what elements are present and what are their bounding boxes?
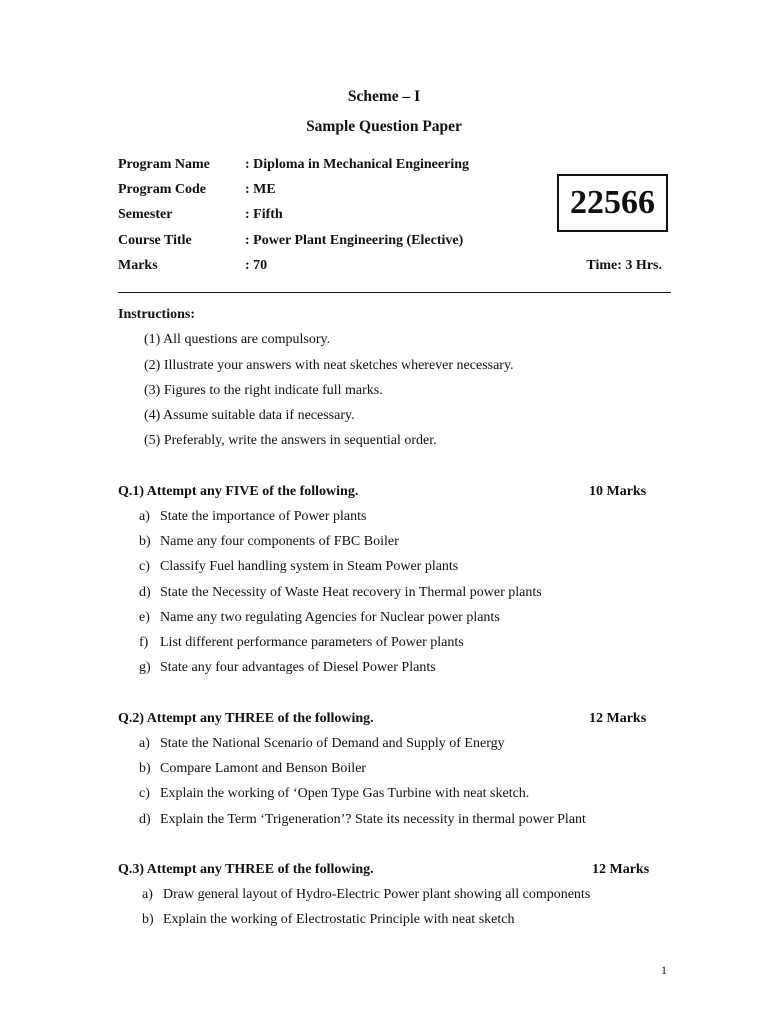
info-label: Marks xyxy=(118,258,158,273)
instruction-item: (2) Illustrate your answers with neat sketches wherever necessary. xyxy=(144,358,514,373)
item-letter: b) xyxy=(142,912,154,927)
item-letter: a) xyxy=(139,736,150,751)
question-3-marks: 12 Marks xyxy=(592,862,650,877)
instruction-item: (4) Assume suitable data if necessary. xyxy=(144,408,355,423)
item-text: Compare Lamont and Benson Boiler xyxy=(160,761,367,776)
course-code-box: 22566 xyxy=(557,174,668,232)
item-letter: c) xyxy=(139,559,150,574)
item-text: State the National Scenario of Demand and Supply of Energy xyxy=(160,736,505,751)
item-text: Name any two regulating Agencies for Nuclear power plants xyxy=(160,610,500,625)
info-label: Semester xyxy=(118,207,173,222)
instruction-item: (3) Figures to the right indicate full marks. xyxy=(144,383,383,398)
item-letter: d) xyxy=(139,812,151,827)
info-value: : Fifth xyxy=(245,207,283,222)
instruction-item: (1) All questions are compulsory. xyxy=(144,332,331,347)
header-divider xyxy=(118,292,671,293)
item-text: Explain the working of ‘Open Type Gas Turbine with neat sketch. xyxy=(160,786,530,801)
item-text: Explain the working of Electrostatic Principle with neat sketch xyxy=(163,912,515,927)
scheme-heading: Scheme – I xyxy=(347,88,421,105)
info-label: Program Code xyxy=(118,182,206,197)
info-label: Course Title xyxy=(118,233,192,248)
info-value: : Power Plant Engineering (Elective) xyxy=(245,233,464,248)
paper-title: Sample Question Paper xyxy=(306,118,462,135)
item-letter: d) xyxy=(139,585,151,600)
item-letter: g) xyxy=(139,660,151,675)
item-letter: a) xyxy=(142,887,153,902)
item-text: Classify Fuel handling system in Steam Power plants xyxy=(160,559,459,574)
item-letter: e) xyxy=(139,610,150,625)
question-2-marks: 12 Marks xyxy=(589,711,647,726)
question-3-heading: Q.3) Attempt any THREE of the following. xyxy=(118,862,374,877)
instructions-title: Instructions: xyxy=(118,307,196,322)
item-text: State the importance of Power plants xyxy=(160,509,367,524)
exam-duration: Time: 3 Hrs. xyxy=(586,258,662,273)
info-value: : 70 xyxy=(245,258,268,273)
item-text: Draw general layout of Hydro-Electric Power plant showing all components xyxy=(163,887,591,902)
item-letter: b) xyxy=(139,534,151,549)
page-number: 1 xyxy=(661,963,667,977)
item-letter: b) xyxy=(139,761,151,776)
question-1-heading: Q.1) Attempt any FIVE of the following. xyxy=(118,484,359,499)
item-text: State the Necessity of Waste Heat recovery in Thermal power plants xyxy=(160,585,542,600)
instruction-item: (5) Preferably, write the answers in sequential order. xyxy=(144,433,437,448)
info-value: : ME xyxy=(245,182,276,197)
item-text: State any four advantages of Diesel Power Plants xyxy=(160,660,436,675)
question-1-marks: 10 Marks xyxy=(589,484,647,499)
item-text: Name any four components of FBC Boiler xyxy=(160,534,399,549)
item-letter: a) xyxy=(139,509,150,524)
item-text: Explain the Term ‘Trigeneration’? State its necessity in thermal power Plant xyxy=(160,812,586,827)
item-letter: c) xyxy=(139,786,150,801)
item-text: List different performance parameters of Power plants xyxy=(160,635,464,650)
item-letter: f) xyxy=(139,635,149,650)
question-2-heading: Q.2) Attempt any THREE of the following. xyxy=(118,711,374,726)
info-label: Program Name xyxy=(118,157,210,172)
info-value: : Diploma in Mechanical Engineering xyxy=(245,157,469,172)
